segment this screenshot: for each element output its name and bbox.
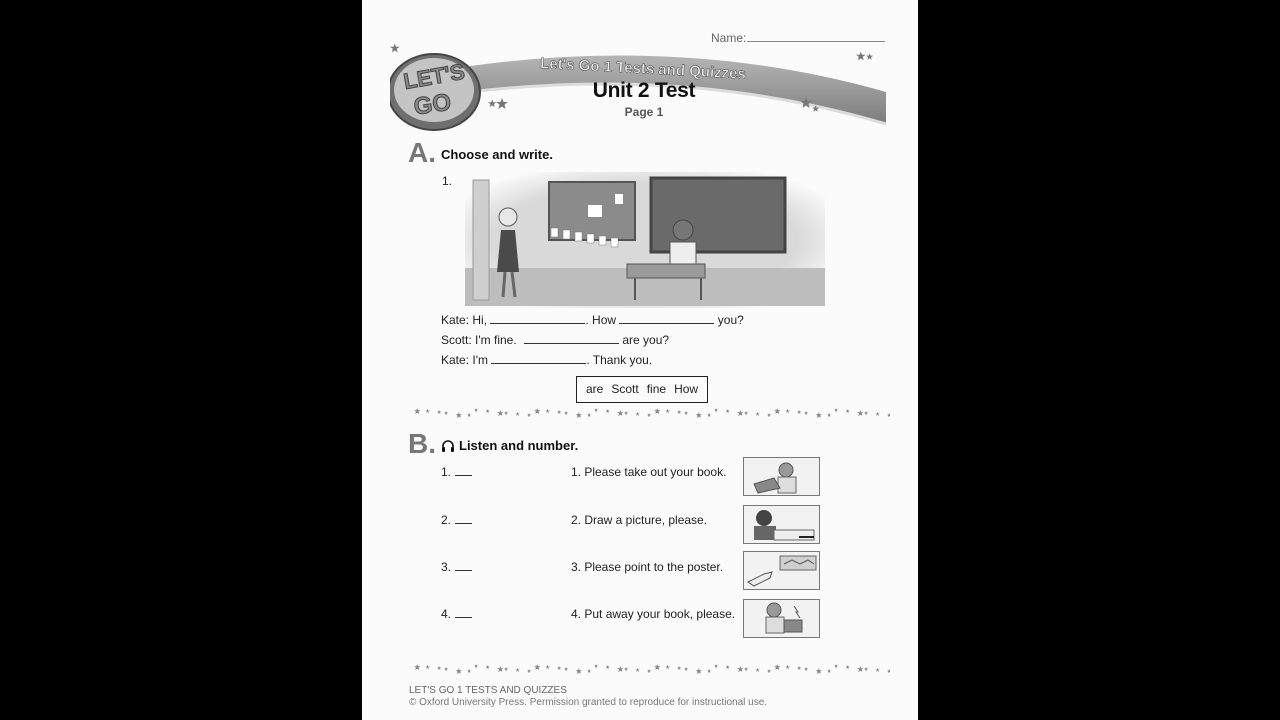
star-icon [414, 408, 421, 414]
star-icon [594, 664, 598, 668]
star-icon [696, 668, 703, 674]
star-icon [624, 411, 628, 415]
star-icon [816, 668, 823, 674]
dialog-line-1 [441, 313, 744, 327]
star-icon [527, 413, 531, 417]
star-icon [444, 411, 448, 415]
star-icon [587, 413, 591, 417]
page-subtitle: Page 1 [624, 105, 664, 119]
star-icon [804, 667, 808, 671]
star-icon [617, 410, 624, 416]
star-icon [564, 411, 568, 415]
item-number: 1. [442, 174, 453, 188]
star-icon [534, 664, 541, 670]
star-icon [714, 408, 718, 412]
star-icon [516, 412, 520, 416]
headphone-icon [441, 439, 455, 453]
star-icon [696, 412, 703, 418]
star-icon [437, 666, 441, 670]
star-icon [426, 409, 430, 413]
thumb-draw-picture [743, 505, 820, 544]
thumb-take-out-book [743, 457, 820, 496]
star-icon [467, 669, 471, 673]
answer-blank[interactable] [491, 353, 586, 364]
star-icon [857, 666, 864, 672]
word-bank-item: Scott [611, 382, 639, 396]
name-label: Name: [711, 31, 747, 45]
number-blank[interactable] [455, 560, 472, 571]
star-icon [797, 666, 801, 670]
dialog-line-2 [441, 333, 669, 347]
classroom-illustration [465, 172, 825, 308]
star-divider [410, 661, 890, 675]
star-icon [504, 667, 508, 671]
star-icon [677, 666, 681, 670]
star-icon [467, 413, 471, 417]
star-icon [594, 408, 598, 412]
thumb-point-poster [743, 551, 820, 590]
word-bank-item: are [586, 382, 604, 396]
star-icon [887, 413, 890, 417]
star-icon [624, 667, 628, 671]
star-icon [534, 408, 541, 414]
star-icon [444, 667, 448, 671]
star-icon [414, 664, 421, 670]
number-blank[interactable] [455, 513, 472, 524]
logo-text-go: GO [412, 88, 453, 121]
speaker-kate: Kate: [441, 353, 470, 367]
star-icon [647, 669, 651, 673]
star-icon [876, 668, 880, 672]
star-icon [846, 409, 850, 413]
section-b-instruction: Listen and number. [459, 438, 579, 453]
star-icon [606, 665, 610, 669]
star-icon [474, 664, 478, 668]
star-icon [527, 669, 531, 673]
logo-text-lets: LET'S [401, 58, 467, 95]
answer-blank[interactable] [524, 333, 619, 344]
dialog-text: . Thank you. [586, 353, 653, 367]
page-title: Unit 2 Test [592, 79, 696, 102]
star-icon [557, 410, 561, 414]
section-a-instruction: Choose and write. [441, 147, 553, 162]
star-icon [804, 411, 808, 415]
star-icon [864, 667, 868, 671]
speaker-kate: Kate: [441, 313, 470, 327]
dialog-text: Hi, [472, 313, 488, 327]
star-icon [546, 409, 550, 413]
star-icon [456, 412, 463, 418]
star-icon [786, 665, 790, 669]
dialog-text: I'm [472, 353, 488, 367]
star-icon [774, 408, 781, 414]
word-bank-item: How [674, 382, 699, 396]
star-icon [684, 667, 688, 671]
star-icon [726, 665, 730, 669]
star-icon [497, 410, 504, 416]
star-icon [426, 665, 430, 669]
star-icon [857, 410, 864, 416]
dialog-text: you? [717, 313, 744, 327]
star-icon [456, 668, 463, 674]
star-icon [887, 669, 890, 673]
star-icon [774, 664, 781, 670]
star-icon [827, 669, 831, 673]
star-icon [827, 413, 831, 417]
section-a-letter: A. [408, 137, 436, 168]
worksheet-page [362, 0, 918, 720]
word-bank [576, 376, 708, 403]
star-icon [846, 665, 850, 669]
star-divider [410, 405, 890, 419]
star-icon [504, 411, 508, 415]
answer-blank[interactable] [490, 313, 585, 324]
star-icon [546, 665, 550, 669]
star-icon [576, 668, 583, 674]
star-icon [636, 412, 640, 416]
b-item-number: 3. [441, 560, 472, 574]
star-icon [564, 667, 568, 671]
star-icon [647, 413, 651, 417]
footer-title: LET'S GO 1 TESTS AND QUIZZES [409, 685, 567, 696]
dialog-text: . How [585, 313, 617, 327]
star-icon [474, 408, 478, 412]
star-icon [876, 412, 880, 416]
footer-copyright: © Oxford University Press. Permission granted to reproduce for instructional use. [409, 697, 768, 708]
word-bank-item: fine [646, 382, 667, 396]
star-icon [834, 664, 838, 668]
thumb-put-away-book [743, 599, 820, 638]
star-icon [516, 668, 520, 672]
number-blank[interactable] [455, 607, 472, 618]
star-icon [636, 668, 640, 672]
star-icon [767, 669, 771, 673]
star-icon [666, 409, 670, 413]
dialog-text: I'm fine. [475, 333, 517, 347]
star-icon [816, 412, 823, 418]
answer-blank[interactable] [619, 313, 714, 324]
star-icon [587, 669, 591, 673]
b-item-sentence: 4. Put away your book, please. [571, 607, 736, 621]
star-icon [756, 668, 760, 672]
b-item-sentence: 1. Please take out your book. [571, 465, 727, 479]
section-b-letter: B. [408, 428, 436, 459]
star-icon [744, 667, 748, 671]
star-icon [864, 411, 868, 415]
star-icon [437, 410, 441, 414]
star-icon [486, 665, 490, 669]
star-icon [726, 409, 730, 413]
b-item-sentence: 2. Draw a picture, please. [571, 513, 708, 527]
star-icon [684, 411, 688, 415]
star-icon [797, 410, 801, 414]
dialog-line-3 [441, 353, 652, 367]
b-item-number: 4. [441, 607, 472, 621]
b-item-number: 1. [441, 465, 472, 479]
star-icon [737, 410, 744, 416]
star-icon [654, 664, 661, 670]
b-item-sentence: 3. Please point to the poster. [571, 560, 724, 574]
star-icon [707, 413, 711, 417]
star-icon [557, 666, 561, 670]
star-icon [666, 665, 670, 669]
star-icon [707, 669, 711, 673]
star-icon [756, 412, 760, 416]
dialog-text: are you? [622, 333, 670, 347]
speaker-scott: Scott: [441, 333, 472, 347]
star-icon [744, 411, 748, 415]
star-icon [677, 410, 681, 414]
star-icon [617, 666, 624, 672]
star-icon [714, 664, 718, 668]
b-item-number: 2. [441, 513, 472, 527]
star-icon [834, 408, 838, 412]
star-icon [497, 666, 504, 672]
star-icon [654, 408, 661, 414]
star-icon [786, 409, 790, 413]
star-icon [767, 413, 771, 417]
star-icon [737, 666, 744, 672]
star-icon [606, 409, 610, 413]
banner-title: Let's Go 1 Tests and Quizzes [539, 55, 747, 83]
number-blank[interactable] [455, 465, 472, 476]
star-icon [486, 409, 490, 413]
section-b-heading [441, 438, 578, 453]
star-icon [576, 412, 583, 418]
